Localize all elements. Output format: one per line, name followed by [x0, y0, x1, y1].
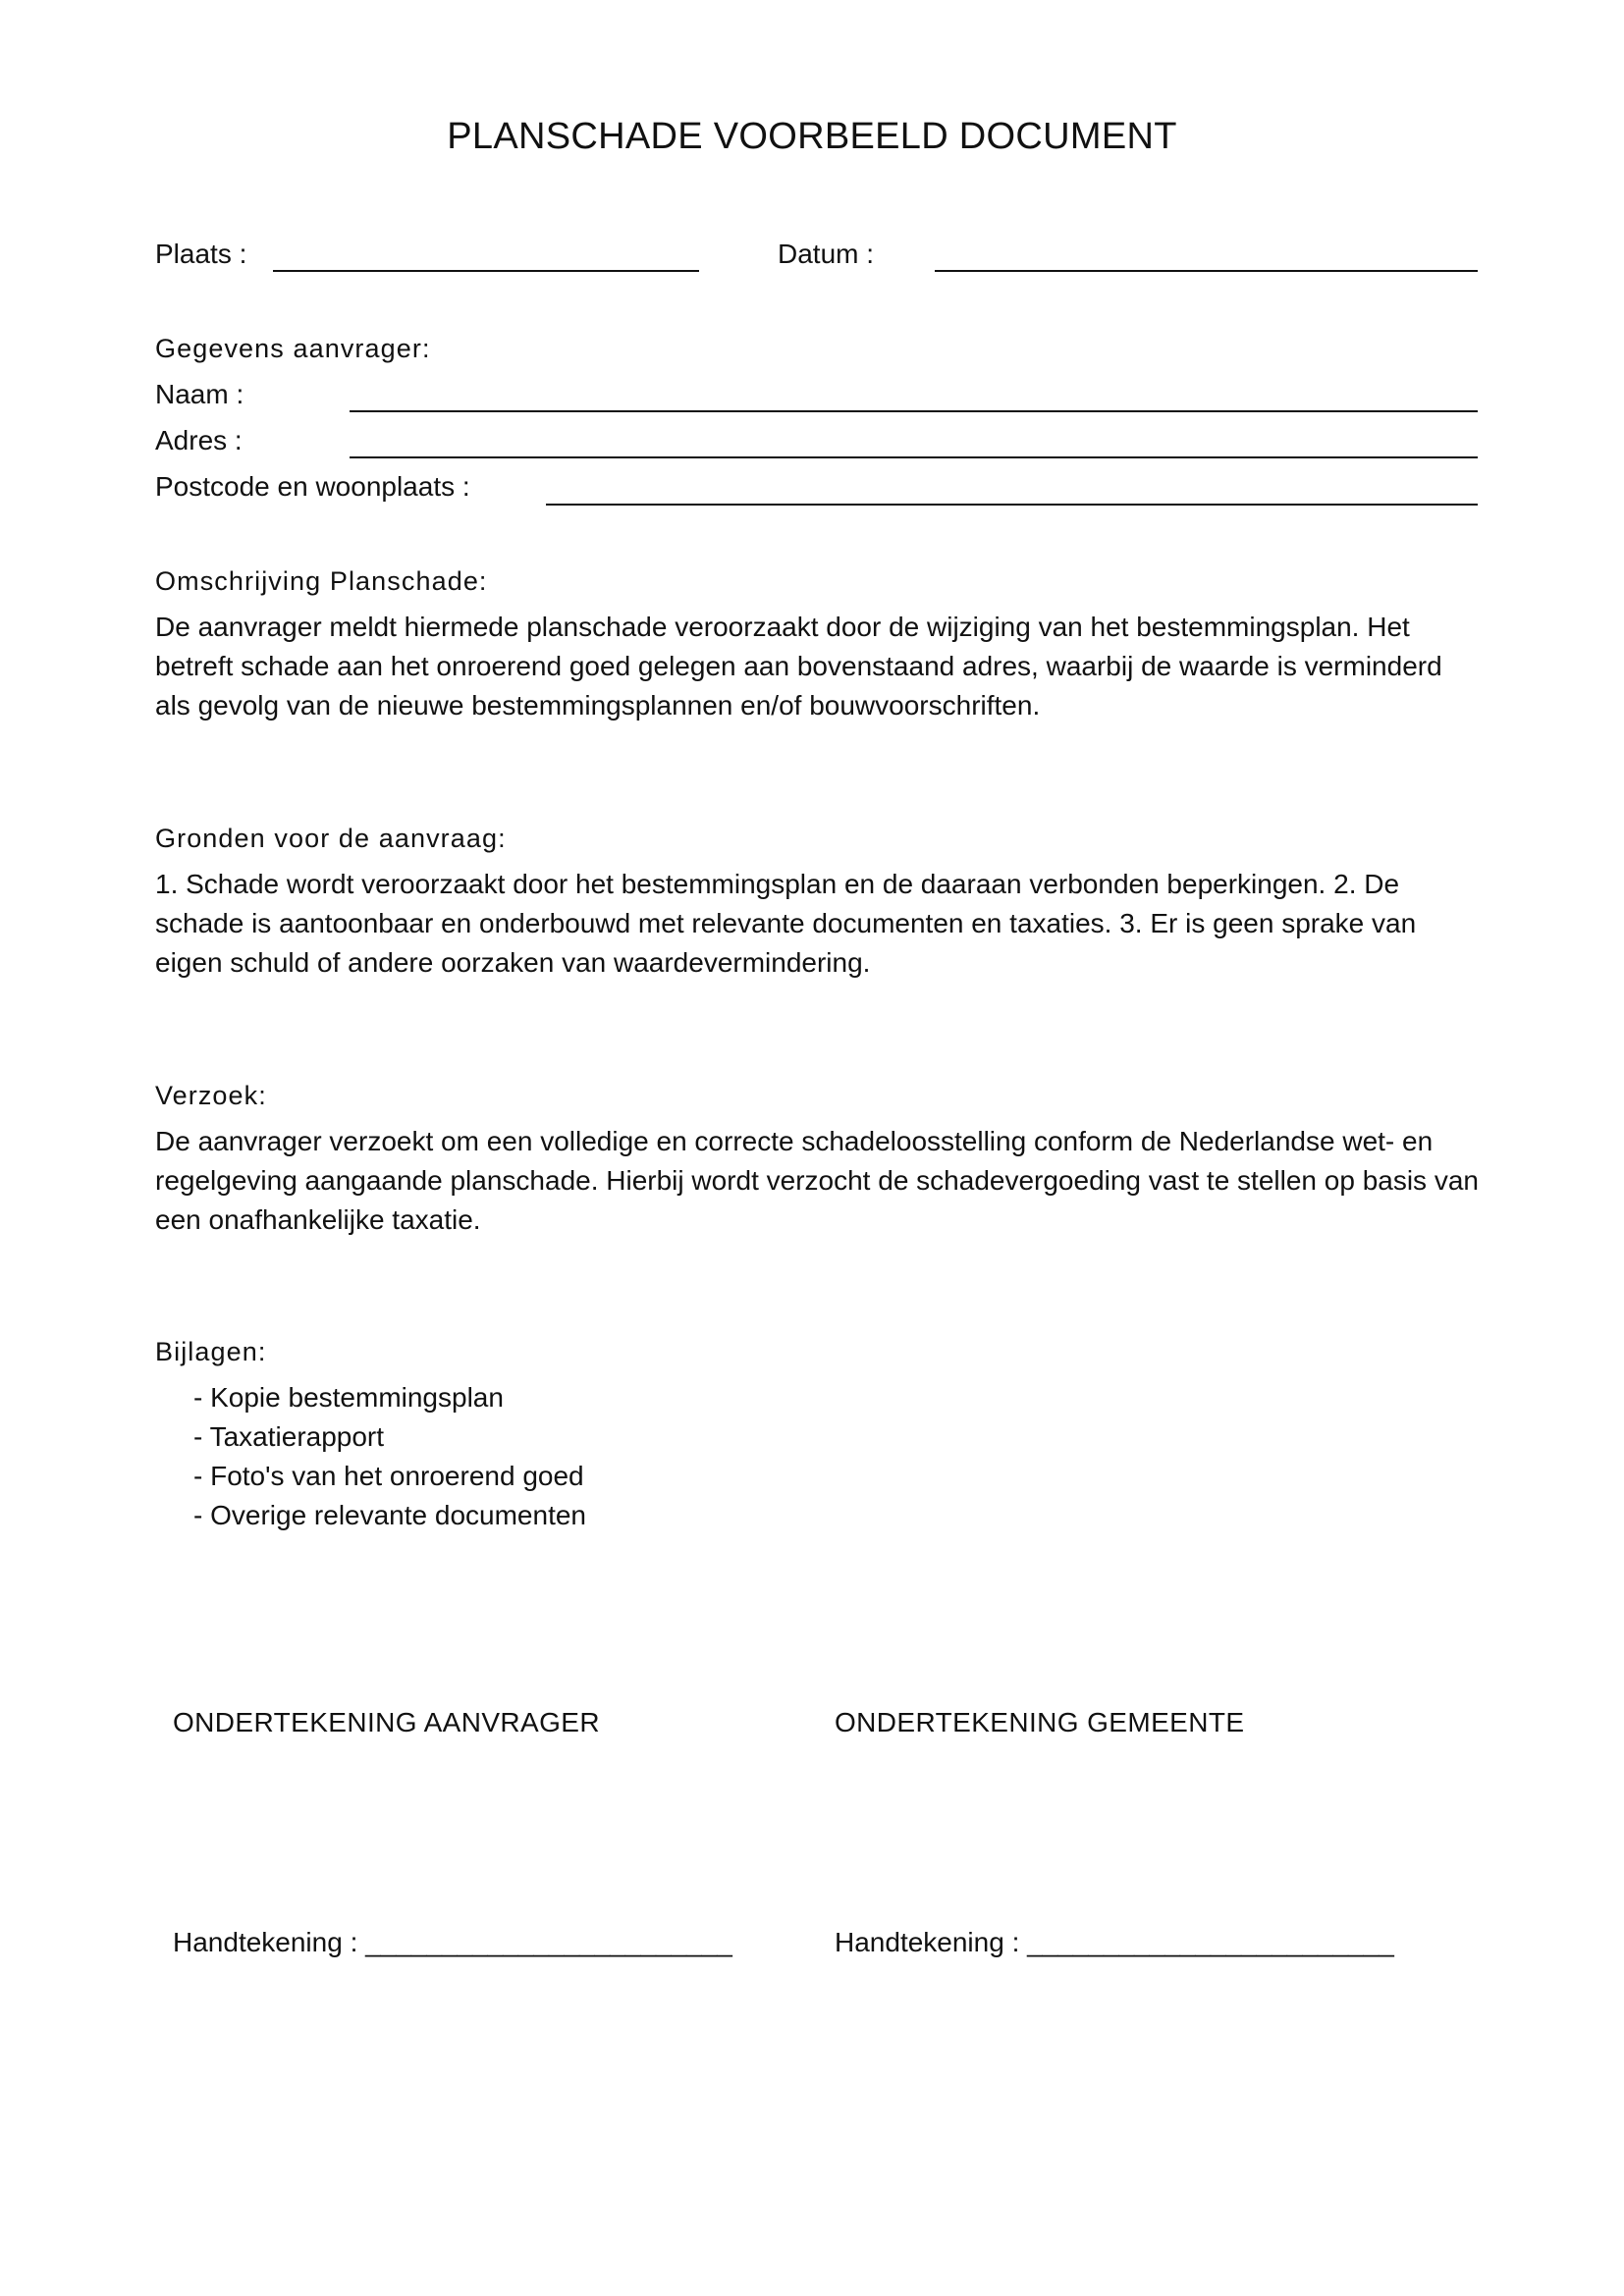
request-heading: Verzoek: — [155, 1081, 267, 1110]
postcode-label: Postcode en woonplaats : — [155, 471, 470, 502]
grounds-heading: Gronden voor de aanvraag: — [155, 824, 507, 853]
attachment-item: - Foto's van het onroerend goed — [193, 1461, 584, 1491]
request-line: regelgeving aangaande planschade. Hierbij wordt verzocht de schadevergoeding vast te stellen op basis van — [155, 1165, 1479, 1196]
description-line: als gevolg van de nieuwe bestemmingsplannen en/of bouwvoorschriften. — [155, 690, 1041, 721]
postcode-field-line[interactable] — [546, 504, 1478, 506]
attachments-heading: Bijlagen: — [155, 1337, 267, 1366]
attachment-item: - Kopie bestemmingsplan — [193, 1382, 504, 1413]
municipality-signature-heading: ONDERTEKENING GEMEENTE — [835, 1707, 1245, 1737]
description-heading: Omschrijving Planschade: — [155, 566, 488, 596]
datum-field-line[interactable] — [935, 270, 1478, 272]
municipality-signature-field[interactable]: Handtekening : ________________________ — [835, 1927, 1394, 1957]
attachment-item: - Overige relevante documenten — [193, 1500, 586, 1530]
description-line: De aanvrager meldt hiermede planschade veroorzaakt door de wijziging van het bestemmingsplan. Het — [155, 612, 1410, 642]
attachment-item: - Taxatierapport — [193, 1421, 385, 1452]
applicant-heading: Gegevens aanvrager: — [155, 334, 431, 363]
adres-field-line[interactable] — [350, 456, 1478, 458]
request-line: een onafhankelijke taxatie. — [155, 1204, 481, 1235]
grounds-paragraph — [155, 865, 1490, 983]
naam-field-line[interactable] — [350, 410, 1478, 412]
grounds-line: eigen schuld of andere oorzaken van waardevermindering. — [155, 947, 871, 978]
plaats-label: Plaats : — [155, 239, 247, 269]
grounds-line: 1. Schade wordt veroorzaakt door het bestemmingsplan en de daaraan verbonden beperkingen. 2. De — [155, 869, 1400, 899]
datum-label: Datum : — [778, 239, 875, 269]
description-paragraph — [155, 608, 1490, 725]
applicant-signature-heading: ONDERTEKENING AANVRAGER — [173, 1707, 600, 1737]
request-line: De aanvrager verzoekt om een volledige en correcte schadeloosstelling conform de Nederlandse wet- en — [155, 1126, 1434, 1156]
plaats-field-line[interactable] — [273, 270, 699, 272]
request-paragraph — [155, 1122, 1490, 1240]
document-title: PLANSCHADE VOORBEELD DOCUMENT — [447, 116, 1177, 157]
applicant-signature-field[interactable]: Handtekening : ________________________ — [173, 1927, 732, 1957]
description-line: betreft schade aan het onroerend goed gelegen aan bovenstaand adres, waarbij de waarde is verminderd — [155, 651, 1442, 681]
naam-label: Naam : — [155, 379, 244, 409]
grounds-line: schade is aantoonbaar en onderbouwd met relevante documenten en taxaties. 3. Er is geen sprake van — [155, 908, 1417, 938]
adres-label: Adres : — [155, 425, 243, 455]
